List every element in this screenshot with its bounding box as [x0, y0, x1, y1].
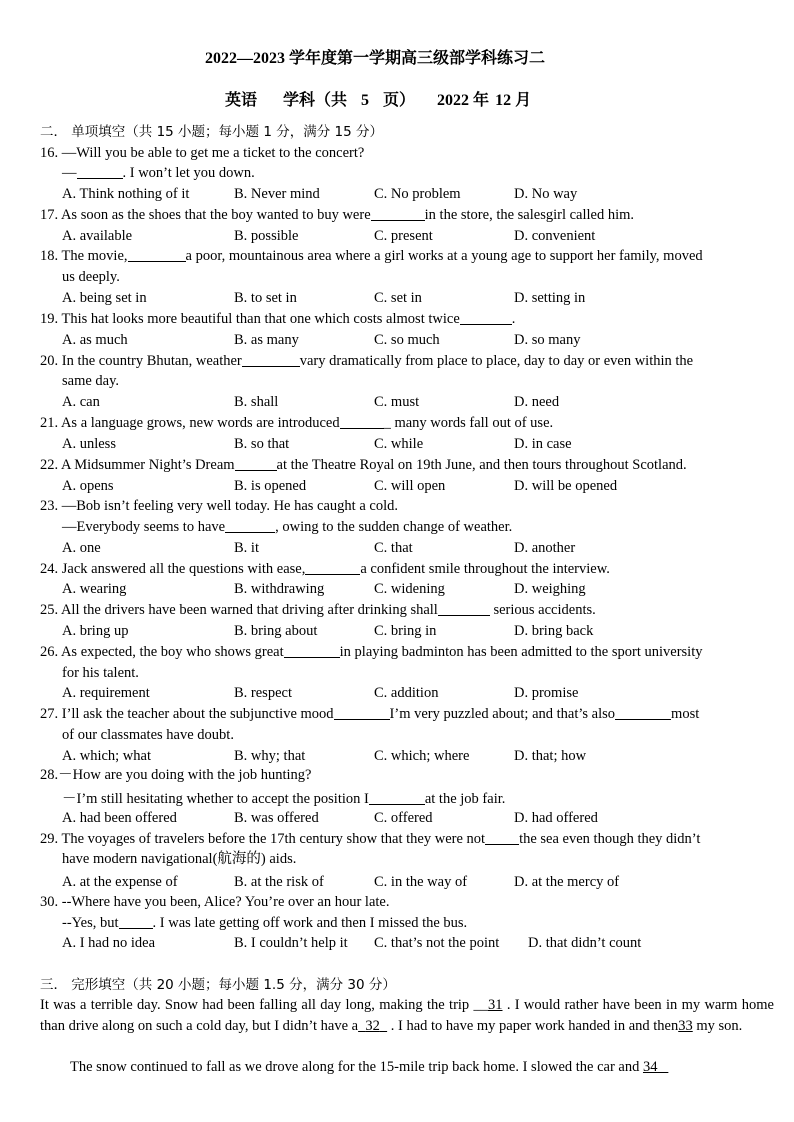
answer-blank	[128, 247, 186, 262]
text: —Everybody seems to have	[62, 519, 226, 535]
exam-month: 12 月	[495, 92, 532, 109]
text: The snow continued to fall as we drove along for the 15-mile trip back home. I slowed the car and	[70, 1059, 640, 1075]
q24-stem-line1	[40, 560, 610, 578]
text: a confident smile throughout the interview.	[360, 561, 610, 577]
option-d: D. need	[514, 394, 560, 410]
option-c: C. that’s not the point	[374, 935, 500, 951]
cloze-blank-32	[358, 1018, 387, 1034]
text: 29. The voyages of travelers before the 17th century show that they were not	[40, 831, 486, 847]
option-d: D. bring back	[514, 623, 594, 639]
option-d: D. at the mercy of	[514, 874, 620, 890]
answer-blank	[119, 914, 153, 929]
text: .	[511, 311, 516, 327]
option-b: B. it	[234, 540, 259, 556]
text: 18. The movie,	[40, 248, 128, 264]
option-b: B. Never mind	[234, 186, 320, 202]
text: the sea even though they didn’t	[519, 831, 701, 847]
text: —	[62, 165, 77, 181]
q28-stem-line2	[62, 790, 505, 808]
option-c: C. while	[374, 436, 424, 452]
q20-stem-line2: same day.	[62, 373, 120, 389]
section3-heading: 三． 完形填空（共 20 小题；每小题 1.5 分，满分 30 分）	[40, 977, 396, 993]
q25-stem-line1	[40, 601, 596, 619]
q30-stem-line1: 30. --Where have you been, Alice? You’re over an hour late.	[40, 894, 390, 910]
option-a: A. I had no idea	[62, 935, 156, 951]
q16-stem-line1: 16. —Will you be able to get me a ticket to the concert?	[40, 145, 365, 161]
q16-stem-line2	[62, 164, 255, 182]
option-c: C. so much	[374, 332, 440, 348]
text: . I had to have my paper work handed in and then	[387, 1018, 679, 1034]
answer-blank	[77, 164, 123, 179]
option-a: A. Think nothing of it	[62, 186, 190, 202]
text: 24. Jack answered all the questions with ease,	[40, 561, 306, 577]
answer-blank	[485, 830, 519, 845]
text: 22. A Midsummer Night’s Dream	[40, 457, 235, 473]
text: in playing badminton has been admitted to the sport university	[339, 644, 703, 660]
option-a: A. bring up	[62, 623, 129, 639]
option-a: A. unless	[62, 436, 116, 452]
q26-stem-line1	[40, 643, 702, 661]
text: 25. All the drivers have been warned that driving after drinking shall	[40, 602, 438, 618]
option-a: A. requirement	[62, 685, 150, 701]
option-b: B. at the risk of	[234, 874, 324, 890]
subject-name: 英语	[225, 92, 258, 109]
text: at the Theatre Royal on 19th June, and then tours throughout Scotland.	[276, 457, 687, 473]
option-b: B. bring about	[234, 623, 318, 639]
cloze-blank-33: 33	[678, 1018, 693, 1034]
option-c: C. set in	[374, 290, 422, 306]
option-b: B. so that	[234, 436, 290, 452]
option-b: B. to set in	[234, 290, 297, 306]
cloze-blank-31: 31	[488, 997, 503, 1013]
option-c: C. No problem	[374, 186, 461, 202]
answer-blank	[438, 601, 490, 616]
q18-stem-line1	[40, 247, 703, 265]
text: my son.	[692, 1018, 743, 1034]
option-c: C. in the way of	[374, 874, 468, 890]
exam-year: 2022 年	[437, 92, 490, 109]
option-a: A. being set in	[62, 290, 147, 306]
text: . I was late getting off work and then I missed the bus.	[152, 915, 468, 931]
blank-number: 32	[365, 1018, 380, 1034]
option-b: B. respect	[234, 685, 292, 701]
option-a: A. available	[62, 228, 133, 244]
answer-blank	[460, 310, 512, 325]
text: 19. This hat looks more beautiful than that one which costs almost twice	[40, 311, 460, 327]
option-d: D. in case	[514, 436, 572, 452]
q23-stem-line1: 23. —Bob isn’t feeling very well today. He has caught a cold.	[40, 498, 398, 514]
option-d: D. had offered	[514, 810, 598, 826]
option-b: B. possible	[234, 228, 299, 244]
option-b: B. why; that	[234, 748, 306, 764]
q29-stem-line2: have modern navigational(航海的) aids.	[62, 851, 297, 867]
page-count-suffix: 页）	[383, 92, 416, 109]
text: －I’m still hesitating whether to accept the position I	[62, 791, 369, 807]
cloze-blank-34	[643, 1059, 668, 1075]
answer-blank	[235, 456, 277, 471]
q29-stem-line1	[40, 830, 700, 848]
option-a: A. at the expense of	[62, 874, 178, 890]
page-count-prefix: 学科（共	[283, 92, 348, 109]
text: 20. In the country Bhutan, weather	[40, 353, 242, 369]
option-b: B. shall	[234, 394, 279, 410]
option-c: C. bring in	[374, 623, 437, 639]
text: vary dramatically from place to place, day to day or even within the	[299, 353, 694, 369]
text: 26. As expected, the boy who shows great	[40, 644, 284, 660]
option-d: D. convenient	[514, 228, 596, 244]
text: . I would rather have been in my warm home than drive along on such a cold day, but I didn’t have a	[40, 997, 774, 1034]
option-d: D. No way	[514, 186, 578, 202]
section2-heading: 二． 单项填空（共 15 小题；每小题 1 分，满分 15 分）	[40, 124, 383, 140]
page-count: 5	[361, 92, 370, 109]
text: , owing to the sudden change of weather.	[275, 519, 513, 535]
option-b: B. as many	[234, 332, 299, 348]
option-b: B. withdrawing	[234, 581, 325, 597]
text: _ many words fall out of use.	[383, 415, 554, 431]
option-d: D. another	[514, 540, 576, 556]
q18-stem-line2: us deeply.	[62, 269, 120, 285]
option-a: A. one	[62, 540, 101, 556]
option-c: C. which; where	[374, 748, 470, 764]
q22-stem-line1	[40, 456, 687, 474]
option-a: A. can	[62, 394, 100, 410]
option-d: D. promise	[514, 685, 579, 701]
q21-stem-line1	[40, 414, 553, 432]
text: I’m very puzzled about; and that’s also	[389, 706, 616, 722]
q23-stem-line2	[62, 518, 512, 536]
exam-subtitle	[225, 92, 531, 110]
option-d: D. will be opened	[514, 478, 618, 494]
text: 17. As soon as the shoes that the boy wanted to buy were	[40, 207, 371, 223]
text: 27. I’ll ask the teacher about the subjunctive mood	[40, 706, 334, 722]
answer-blank	[334, 705, 390, 720]
q27-stem-line1	[40, 705, 699, 723]
q17-stem-line1	[40, 206, 634, 224]
option-c: C. offered	[374, 810, 433, 826]
option-a: A. which; what	[62, 748, 151, 764]
option-a: A. opens	[62, 478, 114, 494]
text: serious accidents.	[489, 602, 596, 618]
option-c: C. must	[374, 394, 420, 410]
option-c: C. will open	[374, 478, 446, 494]
option-c: C. that	[374, 540, 413, 556]
cloze-paragraph-2	[70, 1058, 668, 1076]
text: It was a terrible day. Snow had been falling all day long, making the trip __	[40, 997, 488, 1013]
answer-blank	[340, 414, 384, 429]
option-a: A. had been offered	[62, 810, 177, 826]
answer-blank	[284, 643, 340, 658]
text: most	[671, 706, 700, 722]
q30-stem-line2	[62, 914, 467, 932]
option-d: D. that didn’t count	[528, 935, 642, 951]
answer-blank	[371, 206, 425, 221]
option-d: D. weighing	[514, 581, 586, 597]
q27-stem-line2: of our classmates have doubt.	[62, 727, 234, 743]
blank-number: 34	[642, 1059, 658, 1075]
answer-blank	[369, 790, 425, 805]
q19-stem-line1	[40, 310, 515, 328]
option-b: B. I couldn’t help it	[234, 935, 348, 951]
text: in the store, the salesgirl called him.	[424, 207, 635, 223]
q26-stem-line2: for his talent.	[62, 665, 139, 681]
exam-title: 2022—2023 学年度第一学期高三级部学科练习二	[205, 50, 546, 67]
text: 21. As a language grows, new words are introduced	[40, 415, 340, 431]
text: a poor, mountainous area where a girl works at a young age to support her family, moved	[185, 248, 703, 264]
answer-blank	[305, 560, 360, 575]
option-b: B. is opened	[234, 478, 307, 494]
text: at the job fair.	[424, 791, 506, 807]
q20-stem-line1	[40, 352, 693, 370]
option-a: A. as much	[62, 332, 128, 348]
text: . I won’t let you down.	[122, 165, 255, 181]
option-c: C. addition	[374, 685, 439, 701]
answer-blank	[225, 518, 275, 533]
answer-blank	[242, 352, 300, 367]
cloze-paragraph-1	[40, 995, 774, 1037]
answer-blank	[615, 705, 671, 720]
option-d: D. setting in	[514, 290, 586, 306]
option-d: D. that; how	[514, 748, 587, 764]
option-c: C. present	[374, 228, 433, 244]
option-b: B. was offered	[234, 810, 319, 826]
option-d: D. so many	[514, 332, 581, 348]
text: --Yes, but	[62, 915, 119, 931]
option-c: C. widening	[374, 581, 445, 597]
q28-stem-line1: 28.－How are you doing with the job hunting?	[40, 767, 312, 783]
option-a: A. wearing	[62, 581, 127, 597]
